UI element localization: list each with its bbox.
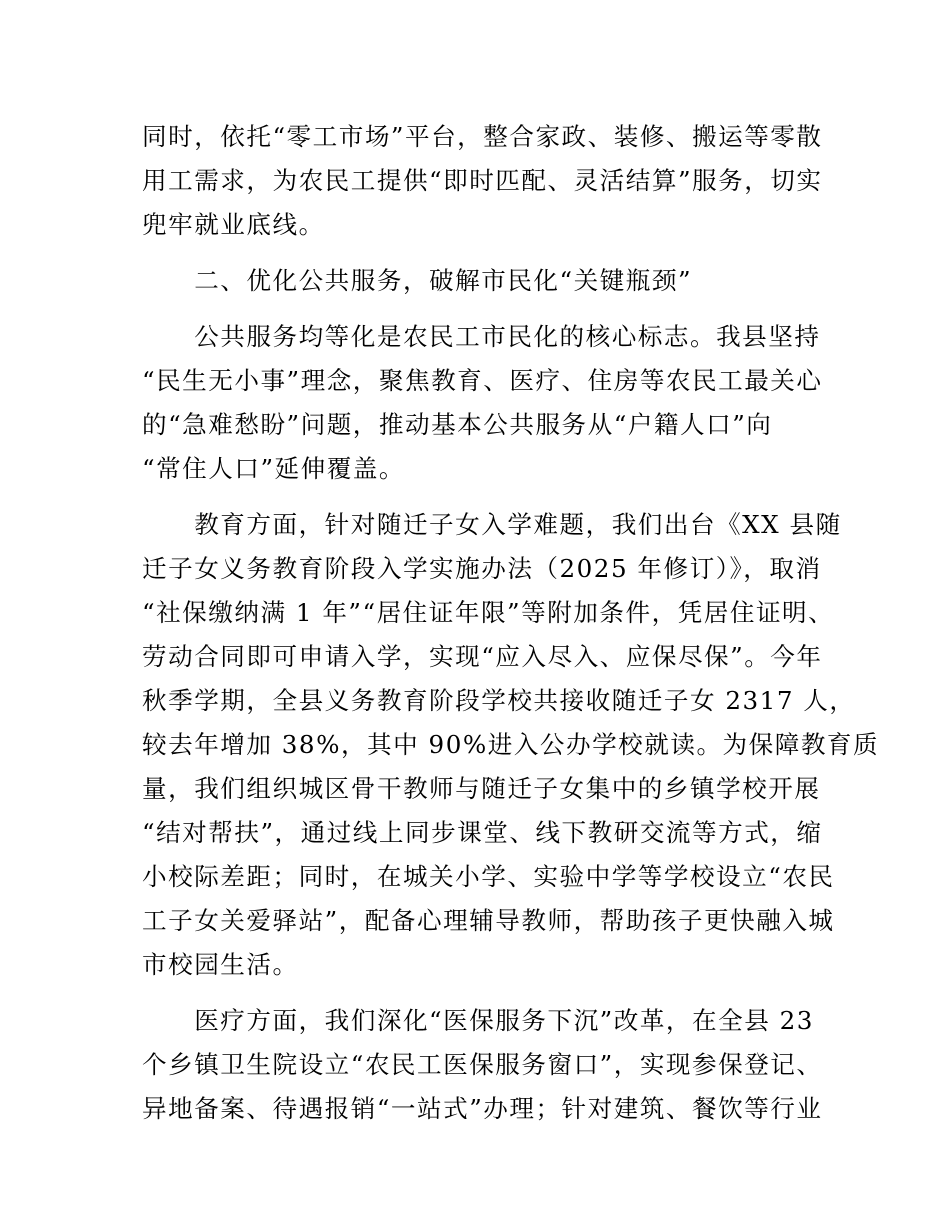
document-body	[142, 115, 880, 1131]
text-line: 个乡镇卫生院设立“农民工医保服务窗口”，实现参保登记、	[142, 1050, 823, 1079]
text-line: 用工需求，为农民工提供“即时匹配、灵活结算”服务，切实	[142, 166, 823, 195]
text-line: 的“急难愁盼”问题，推动基本公共服务从“户籍人口”向	[142, 410, 773, 439]
paragraph-medical	[142, 999, 823, 1131]
text-line: 公共服务均等化是农民工市民化的核心标志。我县坚持	[142, 322, 821, 351]
text-line: 工子女关爱驿站”，配备心理辅导教师，帮助孩子更快融入城	[142, 906, 835, 935]
text-line: 兜牢就业底线。	[142, 210, 325, 239]
paragraph-public-services	[142, 315, 823, 491]
text-line: “常住人口”延伸覆盖。	[142, 454, 405, 483]
text-line: 医疗方面，我们深化“医保服务下沉”改革，在全县 23	[142, 1006, 814, 1035]
heading-line: 二、优化公共服务，破解市民化“关键瓶颈”	[142, 266, 693, 295]
text-line: 市校园生活。	[142, 950, 299, 979]
text-line: 量，我们组织城区骨干教师与随迁子女集中的乡镇学校开展	[142, 774, 821, 803]
text-line: 同时，依托“零工市场”平台，整合家政、装修、搬运等零散	[142, 122, 823, 151]
text-line: 教育方面，针对随迁子女入学难题，我们出台《XX 县随	[142, 510, 842, 539]
paragraph-education	[142, 503, 880, 987]
paragraph-employment-closing	[142, 115, 823, 247]
text-line: 较去年增加 38%，其中 90%进入公办学校就读。为保障教育质	[142, 730, 880, 759]
section-heading	[142, 259, 812, 303]
text-line: 异地备案、待遇报销“一站式”办理；针对建筑、餐饮等行业	[142, 1094, 823, 1123]
text-line: “结对帮扶”，通过线上同步课堂、线下教研交流等方式，缩	[142, 818, 823, 847]
text-line: 秋季学期，全县义务教育阶段学校共接收随迁子女 2317 人，	[142, 686, 856, 715]
text-line: 小校际差距；同时，在城关小学、实验中学等学校设立“农民	[142, 862, 835, 891]
text-line: “民生无小事”理念，聚焦教育、医疗、住房等农民工最关心	[142, 366, 823, 395]
text-line: 迁子女义务教育阶段入学实施办法（2025 年修订）》，取消	[142, 554, 822, 583]
text-line: “社保缴纳满 1 年”“居住证年限”等附加条件，凭居住证明、	[142, 598, 835, 627]
text-line: 劳动合同即可申请入学，实现“应入尽入、应保尽保”。今年	[142, 642, 823, 671]
